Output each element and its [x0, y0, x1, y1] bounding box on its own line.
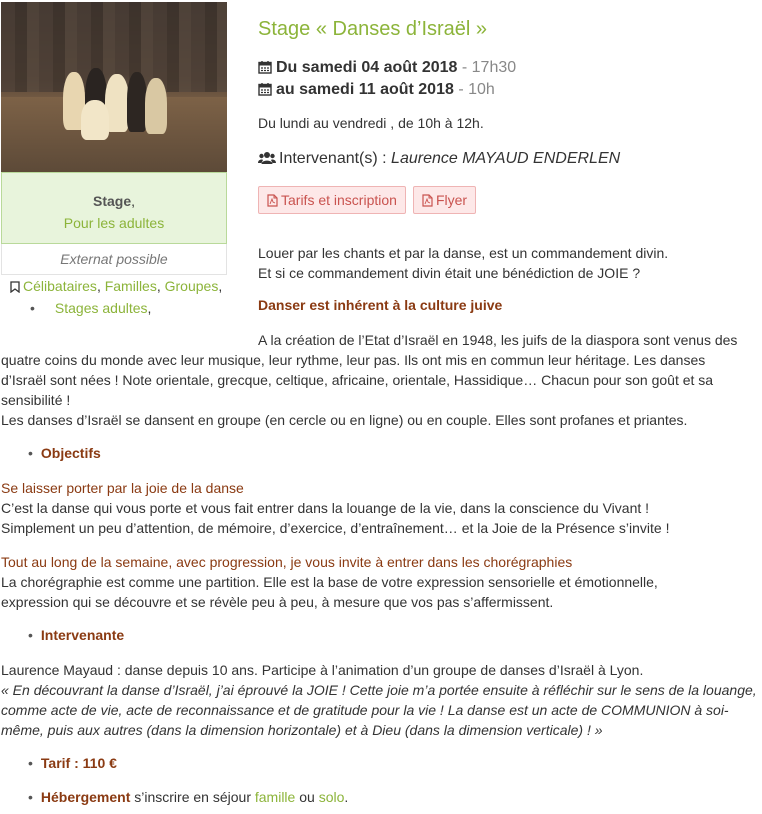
quote-line: « En découvrant la danse d’Israël, j’ai éprouvé la JOIE ! Cette joie m’a portée ensuite à réfléchir sur le sens de la louange,	[1, 682, 757, 698]
heading-objectifs	[28, 445, 101, 461]
paragraph-line: Les danses d’Israël se dansent en groupe (en cercle ou en ligne) ou en couple. Elles sont profanes et priantes.	[1, 412, 688, 428]
paragraph-line: quatre coins du monde avec leur musique, leur rythme, leur pas. Ils ont mis en commun leur héritage. Les danses	[1, 352, 706, 368]
heading-label: Hébergement	[40, 789, 131, 805]
objectif-subhead: Se laisser porter par la joie de la danse	[1, 480, 244, 496]
schedule-text: Du lundi au vendredi , de 10h à 12h.	[258, 115, 484, 131]
flyer-label: Flyer	[435, 192, 468, 208]
objectif-subhead: Tout au long de la semaine, avec progression, je vous invite à entrer dans les chorégraphies	[1, 554, 573, 570]
paragraph-line: C’est la danse qui vous porte et vous fait entrer dans la louange de la vie, dans la conscience du Vivant !	[1, 500, 650, 516]
tag-familles[interactable]: Familles	[104, 278, 157, 294]
card-audience-link[interactable]: Pour les adultes	[63, 215, 165, 231]
tarifs-label: Tarifs et inscription	[281, 192, 397, 208]
bookmark-icon	[10, 278, 20, 298]
bullet-icon: •	[28, 755, 33, 771]
intro-line: Et si ce commandement divin était une bénédiction de JOIE ?	[258, 265, 641, 281]
paragraph-line: d’Israël sont nées ! Note orientale, grecque, celtique, africaine, orientale, Hassidique… Chacun pour son goût et sa	[1, 372, 714, 388]
audience-card	[1, 172, 227, 244]
heading-tarif	[28, 755, 117, 771]
tag-stages-adultes[interactable]: Stages adultes	[54, 300, 148, 316]
intervenante-paragraph	[1, 660, 757, 740]
download-buttons	[258, 186, 483, 214]
photo-dancer	[145, 78, 167, 134]
tag-celibataires[interactable]: Célibataires	[23, 278, 97, 294]
paragraph-line: Laurence Mayaud : danse depuis 10 ans. Participe à l’animation d’un groupe de danses d’Israël à Lyon.	[1, 662, 644, 678]
heading-label: Objectifs	[40, 445, 101, 461]
bullet-icon: •	[28, 627, 33, 643]
hebergement-text: s’inscrire en séjour	[130, 789, 255, 805]
externat-note: Externat possible	[1, 244, 227, 275]
file-pdf-icon	[422, 189, 433, 215]
page-title: Stage « Danses d’Israël »	[258, 18, 488, 40]
photo-dancer	[127, 72, 147, 132]
speaker-label: Intervenant(s) :	[279, 150, 392, 167]
users-icon	[258, 151, 276, 170]
tag-sep: ,	[147, 300, 152, 316]
start-time: - 17h30	[457, 59, 517, 76]
famille-link[interactable]: famille	[254, 789, 296, 805]
hebergement-ou: ou	[295, 789, 319, 805]
quote-line: même, puis aux autres (dans la dimension horizontale) et à Dieu (dans la dimension verticale) ! »	[1, 722, 603, 738]
bullet-icon: •	[28, 445, 33, 461]
card-comma: ,	[131, 193, 135, 209]
tag-list	[10, 276, 222, 318]
intro-text	[258, 243, 668, 283]
stage-photo	[1, 2, 227, 172]
hebergement-end: .	[344, 789, 349, 805]
speaker-name: Laurence MAYAUD ENDERLEN	[391, 150, 621, 167]
bullet-icon: •	[30, 300, 35, 316]
card-type: Stage	[92, 193, 132, 209]
quote-line: comme acte de vie, acte de reconnaissance et de gratitude pour la vie ! La danse est un acte de COMMUNION à soi-	[1, 702, 729, 718]
end-time: - 10h	[453, 81, 495, 98]
file-pdf-icon	[267, 189, 278, 215]
heading-label: Tarif : 110 €	[40, 755, 117, 771]
tarifs-inscription-button[interactable]	[258, 186, 406, 214]
start-date: Du samedi 04 août 2018	[276, 59, 458, 76]
intro-line: Louer par les chants et par la danse, est un commandement divin.	[258, 245, 669, 261]
calendar-icon	[258, 60, 272, 80]
paragraph-line: sensibilité !	[1, 392, 71, 408]
photo-dancer	[81, 100, 109, 140]
tag-sep: ,	[218, 278, 223, 294]
objectifs-paragraph	[1, 478, 757, 538]
heading-label: Intervenante	[40, 627, 125, 643]
bullet-icon: •	[28, 789, 33, 805]
date-range	[258, 58, 516, 102]
paragraph-line: Simplement un peu d’attention, de mémoire, d’exercice, d’entraînement… et la Joie de la Présence s’invite !	[1, 520, 670, 536]
tag-sep: ,	[156, 278, 161, 294]
heading-intervenante	[28, 627, 124, 643]
flyer-button[interactable]	[413, 186, 476, 214]
heading-hebergement	[28, 789, 348, 805]
paragraph-line: La chorégraphie est comme une partition. Elle est la base de votre expression sensorielle et émotionnelle,	[1, 574, 658, 590]
culture-paragraph	[1, 330, 757, 430]
speaker-line	[258, 150, 620, 170]
end-date: au samedi 11 août 2018	[276, 81, 454, 98]
solo-link[interactable]: solo	[318, 789, 345, 805]
tag-sep: ,	[96, 278, 101, 294]
paragraph-line: expression qui se découvre et se révèle peu à peu, à mesure que vos pas s’affermissent.	[1, 594, 554, 610]
paragraph-line: A la création de l’Etat d’Israël en 1948, les juifs de la diaspora sont venus des	[258, 332, 738, 348]
calendar-icon	[258, 82, 272, 102]
tag-groupes[interactable]: Groupes	[164, 278, 219, 294]
section-subtitle: Danser est inhérent à la culture juive	[258, 297, 503, 313]
choregraphie-paragraph	[1, 552, 757, 612]
